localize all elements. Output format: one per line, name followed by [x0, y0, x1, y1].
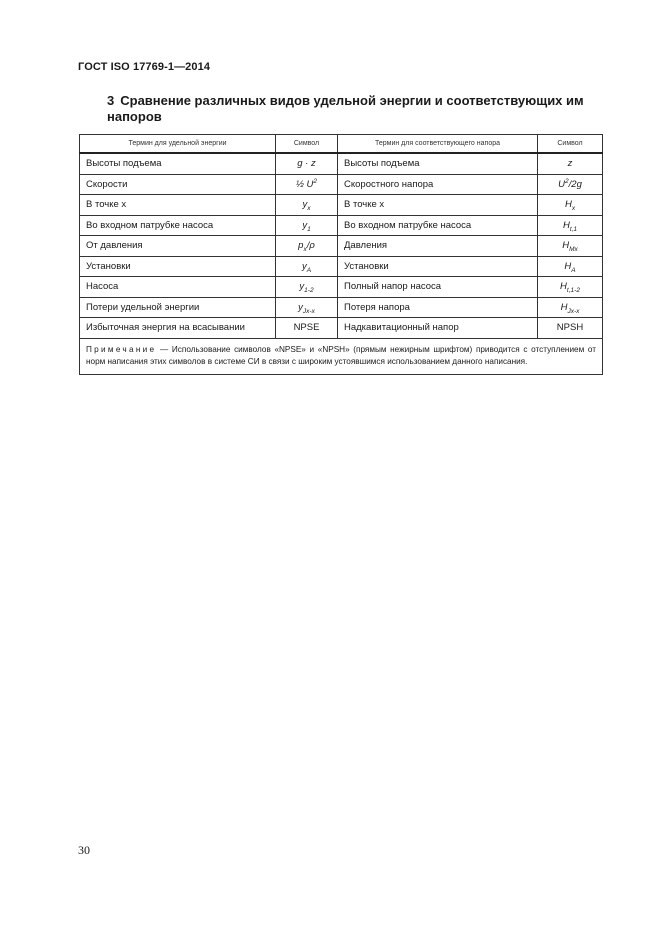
head-symbol-cell [538, 215, 603, 236]
symbol-main: H [562, 240, 570, 252]
table-row [80, 153, 603, 174]
symbol-superscript: 2 [313, 177, 318, 185]
head-term-cell: Скоростного напора [338, 174, 538, 195]
energy-term-cell: Скорости [80, 174, 276, 195]
symbol-subscript: x [307, 205, 311, 213]
energy-symbol-cell [276, 153, 338, 174]
symbol-subscript: t,1-2 [566, 287, 580, 295]
head-symbol-cell [538, 297, 603, 318]
symbol-subscript: 1-2 [304, 287, 314, 295]
table-row [80, 174, 603, 195]
symbol-tail: /ρ [306, 240, 315, 252]
symbol-main: y [301, 260, 307, 272]
symbol-main: H [564, 260, 572, 272]
column-header: Символ [276, 135, 338, 154]
table-row [80, 256, 603, 277]
energy-term-cell: Потери удельной энергии [80, 297, 276, 318]
symbol-subscript: x [571, 205, 576, 213]
energy-term-cell: Насоса [80, 277, 276, 298]
column-header: Термин для соответствующего напора [338, 135, 538, 154]
table-row [80, 318, 603, 339]
energy-symbol-cell [276, 277, 338, 298]
symbol-subscript: A [571, 266, 576, 274]
table-header-row [80, 135, 603, 154]
symbol-main: y [298, 301, 303, 313]
note-row [80, 338, 603, 374]
table-body [80, 153, 603, 338]
note-text: — Использование символов «NPSE» и «NPSH» (прямым нежирным шрифтом) приводится с отступлением от норм написания этих символов в системе СИ в связи с широким устоявшимся использованием данного написания. [86, 344, 596, 366]
energy-term-cell: В точке x [80, 195, 276, 216]
energy-symbol-cell [276, 174, 338, 195]
symbol-tail: /2g [568, 178, 582, 190]
symbol-main: H [560, 281, 567, 293]
head-term-cell: Высоты подъема [338, 153, 538, 174]
energy-symbol-cell [276, 195, 338, 216]
symbol-subscript: 1 [307, 225, 311, 233]
section-title-line2: напоров [107, 109, 162, 124]
head-symbol-cell [538, 153, 603, 174]
page-number: 30 [78, 843, 90, 857]
symbol-main: U [558, 178, 566, 190]
head-term-cell: Полный напор насоса [338, 277, 538, 298]
symbol-main: H [562, 219, 570, 231]
section-title-line1: Сравнение различных видов удельной энергии и соответствующих им [120, 93, 584, 108]
symbol-main: NPSH [556, 322, 584, 334]
head-term-cell: Потеря напора [338, 297, 538, 318]
symbol-subscript: Jx-x [567, 307, 580, 315]
energy-symbol-cell [276, 318, 338, 339]
energy-term-cell: Избыточная энергия на всасывании [80, 318, 276, 339]
section-number: 3 [107, 93, 115, 108]
head-symbol-cell [538, 174, 603, 195]
table-row [80, 195, 603, 216]
symbol-main: p [298, 240, 304, 252]
energy-term-cell: От давления [80, 236, 276, 257]
energy-symbol-cell [276, 297, 338, 318]
head-symbol-cell [538, 236, 603, 257]
symbol-subscript: t,1 [569, 225, 578, 233]
table-row [80, 215, 603, 236]
energy-symbol-cell [276, 215, 338, 236]
column-header: Термин для удельной энергии [80, 135, 276, 154]
symbol-main: H [560, 301, 568, 313]
symbol-superscript: 2 [565, 177, 569, 185]
head-term-cell: Установки [338, 256, 538, 277]
table-row [80, 277, 603, 298]
head-term-cell: Давления [338, 236, 538, 257]
head-symbol-cell [538, 195, 603, 216]
table-note [80, 338, 603, 374]
column-header: Символ [538, 135, 603, 154]
symbol-main: ½ U [295, 178, 314, 190]
section-title [107, 93, 597, 125]
head-symbol-cell [538, 256, 603, 277]
document-code: ГОСТ ISO 17769-1—2014 [78, 61, 211, 73]
energy-term-cell: Высоты подъема [80, 153, 276, 174]
symbol-main: y [299, 281, 305, 293]
head-term-cell: Надкавитационный напор [338, 318, 538, 339]
symbol-subscript: A [306, 266, 312, 274]
symbol-main: y [302, 199, 308, 211]
head-symbol-cell [538, 277, 603, 298]
table-row [80, 297, 603, 318]
head-term-cell: Во входном патрубке насоса [338, 215, 538, 236]
energy-head-comparison-table [79, 134, 603, 375]
energy-symbol-cell [276, 236, 338, 257]
symbol-subscript: x [303, 246, 307, 254]
head-term-cell: В точке x [338, 195, 538, 216]
symbol-main: H [564, 199, 572, 211]
symbol-main: g · z [297, 158, 316, 170]
symbol-main: z [567, 158, 573, 170]
symbol-subscript: Mx [569, 246, 578, 254]
symbol-main: NPSE [293, 322, 320, 334]
head-symbol-cell [538, 318, 603, 339]
energy-term-cell: Установки [80, 256, 276, 277]
symbol-subscript: Jx-x [302, 307, 315, 315]
note-label: Примечание [86, 344, 157, 354]
table-row [80, 236, 603, 257]
energy-symbol-cell [276, 256, 338, 277]
energy-term-cell: Во входном патрубке насоса [80, 215, 276, 236]
symbol-main: y [302, 219, 308, 231]
